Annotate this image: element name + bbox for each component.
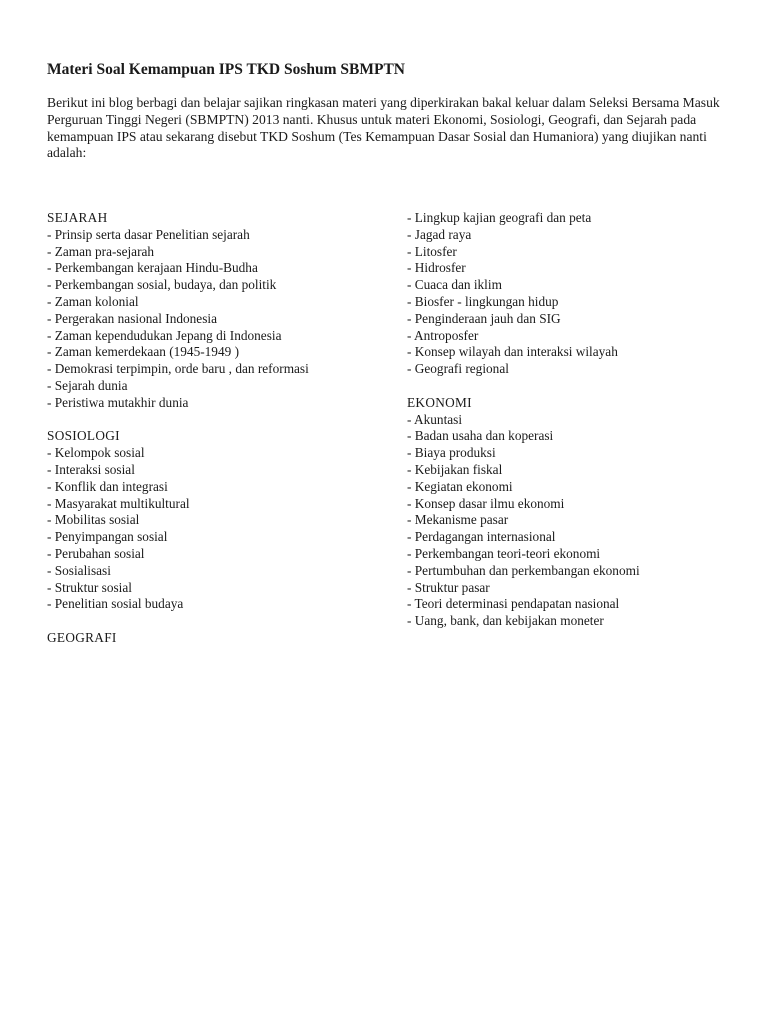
section-title-sosiologi: SOSIOLOGI [47,428,120,444]
section-title-ekonomi: EKONOMI [407,394,472,410]
section-title-geografi: GEOGRAFI [47,629,117,645]
list-item: - Peristiwa mutakhir dunia [47,395,387,412]
list-item: - Pergerakan nasional Indonesia [47,311,387,328]
list-item: - Prinsip serta dasar Penelitian sejarah [47,227,387,244]
list-item: - Interaksi sosial [47,462,387,479]
list-item: - Biosfer - lingkungan hidup [407,294,737,311]
list-item: - Teori determinasi pendapatan nasional [407,596,737,613]
left-column [47,210,387,647]
section-ekonomi [407,395,737,630]
list-item: - Mobilitas sosial [47,512,387,529]
list-item: - Zaman kolonial [47,294,387,311]
list-item: - Perdagangan internasional [407,529,737,546]
list-item: - Kelompok sosial [47,445,387,462]
list-item: - Perkembangan teori-teori ekonomi [407,546,737,563]
list-ekonomi [407,412,737,630]
list-item: - Sosialisasi [47,563,387,580]
list-item: - Perubahan sosial [47,546,387,563]
list-item: - Konsep dasar ilmu ekonomi [407,496,737,513]
list-item: - Hidrosfer [407,260,737,277]
list-item: - Penginderaan jauh dan SIG [407,311,737,328]
list-item: - Penelitian sosial budaya [47,596,387,613]
list-item: - Mekanisme pasar [407,512,737,529]
list-item: - Pertumbuhan dan perkembangan ekonomi [407,563,737,580]
list-item: - Badan usaha dan koperasi [407,428,737,445]
section-gap [47,412,387,429]
list-item: - Uang, bank, dan kebijakan moneter [407,613,737,630]
list-item: - Zaman kependudukan Jepang di Indonesia [47,328,387,345]
list-item: - Masyarakat multikultural [47,496,387,513]
intro-paragraph: Berikut ini blog berbagi dan belajar sajikan ringkasan materi yang diperkirakan bakal keluar dalam Seleksi Bersama Masuk Perguruan Tinggi Negeri (SBMPTN) 2013 nanti. Khusus untuk materi Ekonomi, Sosiologi, Geografi, dan Sejarah pada kemampuan IPS atau sekarang disebut TKD Soshum (Tes Kemampuan Dasar Sosial dan Humaniora) yang diujikan nanti adalah: [47,95,720,161]
section-gap [407,378,737,395]
section-geografi [407,210,737,378]
list-sejarah [47,227,387,412]
list-item: - Perkembangan kerajaan Hindu-Budha [47,260,387,277]
list-item: - Sejarah dunia [47,378,387,395]
list-item: - Geografi regional [407,361,737,378]
section-geografi-heading [47,630,387,647]
list-item: - Jagad raya [407,227,737,244]
list-item: - Kegiatan ekonomi [407,479,737,496]
list-item: - Kebijakan fiskal [407,462,737,479]
list-item: - Lingkup kajian geografi dan peta [407,210,737,227]
list-item: - Litosfer [407,244,737,261]
right-column [407,210,737,630]
list-item: - Zaman kemerdekaan (1945-1949 ) [47,344,387,361]
list-geografi [407,210,737,378]
list-item: - Konsep wilayah dan interaksi wilayah [407,344,737,361]
list-item: - Akuntasi [407,412,737,429]
list-item: - Antroposfer [407,328,737,345]
list-sosiologi [47,445,387,613]
list-item: - Demokrasi terpimpin, orde baru , dan reformasi [47,361,387,378]
list-item: - Zaman pra-sejarah [47,244,387,261]
document-title: Materi Soal Kemampuan IPS TKD Soshum SBMPTN [47,61,405,78]
list-item: - Struktur pasar [407,580,737,597]
section-gap [47,613,387,630]
section-title-sejarah: SEJARAH [47,210,108,225]
list-item: - Konflik dan integrasi [47,479,387,496]
list-item: - Cuaca dan iklim [407,277,737,294]
section-sosiologi [47,428,387,613]
list-item: - Penyimpangan sosial [47,529,387,546]
list-item: - Perkembangan sosial, budaya, dan politik [47,277,387,294]
list-item: - Struktur sosial [47,580,387,597]
section-sejarah [47,210,387,412]
list-item: - Biaya produksi [407,445,737,462]
